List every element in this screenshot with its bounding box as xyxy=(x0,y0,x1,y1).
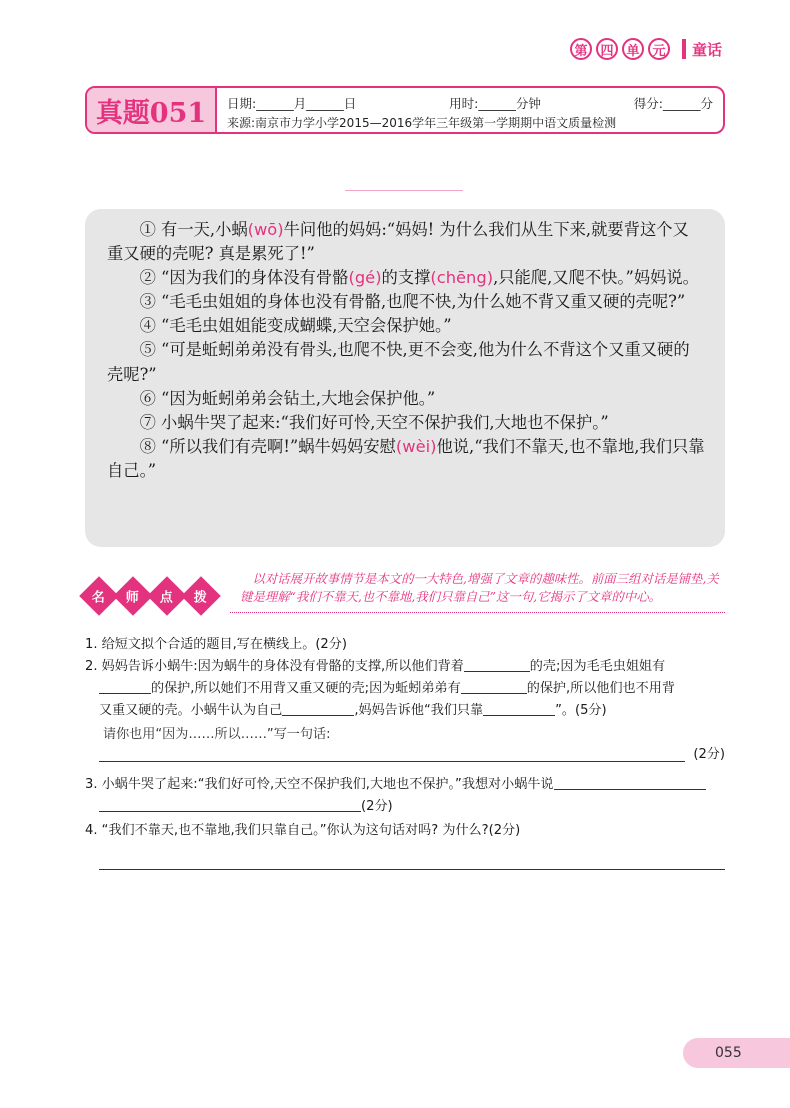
pinyin-wo: (wō) xyxy=(247,220,284,239)
unit-char-1: 第 xyxy=(570,38,592,60)
questions xyxy=(85,634,725,876)
unit-char-2: 四 xyxy=(596,38,618,60)
answer-blank[interactable] xyxy=(461,680,527,694)
score-field: 得分:______分 xyxy=(633,96,713,111)
tips-char-1: 名 xyxy=(79,576,119,616)
reading-passage xyxy=(85,209,725,547)
page-number: 055 xyxy=(683,1038,790,1068)
question-1: 1. 给短文拟个合适的题目,写在横线上。(2分) xyxy=(85,637,347,652)
question-2-score: (2分) xyxy=(693,747,725,762)
answer-blank[interactable] xyxy=(99,798,361,812)
paragraph-5: ⑤ “可是蚯蚓弟弟没有骨头,也爬不快,更不会变,他为什么不背这个又重又硬的壳呢?” xyxy=(107,340,690,384)
unit-header xyxy=(570,38,722,60)
tips-text: 以对话展开故事情节是本文的一大特色,增强了文章的趣味性。前面三组对话是铺垫,关键是理解“我们不靠天,也不靠地,我们只靠自己”这一句,它揭示了文章的中心。 xyxy=(240,571,719,604)
paragraph-7: ⑦ 小蜗牛哭了起来:“我们好可怜,天空不保护我们,大地也不保护。” xyxy=(139,412,609,432)
question-3: 3. 小蜗牛哭了起来:“我们好可怜,天空不保护我们,大地也不保护。”我想对小蜗牛说 xyxy=(85,774,725,796)
question-2-line-3: 又重又硬的壳。小蜗牛认为自己 ,妈妈告诉他“我们只靠 ”。(5分) xyxy=(99,703,607,718)
time-field: 用时:______分钟 xyxy=(449,96,541,111)
question-3-line-2: (2分) xyxy=(85,796,725,818)
unit-char-3: 单 xyxy=(622,38,644,60)
title-divider xyxy=(345,190,463,191)
paragraph-4: ④ “毛毛虫姐姐能变成蝴蝶,天空会保护她。” xyxy=(139,316,452,336)
tips-tag xyxy=(85,582,219,610)
paragraph-2: ② “因为我们的身体没有骨骼(gé)的支撑(chēng),只能爬,又爬不快。”妈妈说。 xyxy=(139,268,699,288)
question-2-line-2: 的保护,所以她们不用背又重又硬的壳;因为蚯蚓弟弟有 的保护,所以他们也不用背 xyxy=(85,678,725,700)
exam-source: 来源:南京市力学小学2015—2016学年三年级第一学期期中语文质量检测 xyxy=(227,116,617,130)
unit-divider xyxy=(682,39,686,59)
answer-blank[interactable] xyxy=(282,702,354,716)
paragraph-3: ③ “毛毛虫姐姐的身体也没有骨骼,也爬不快,为什么她不背又重又硬的壳呢?” xyxy=(139,292,686,312)
question-4: 4. “我们不靠天,也不靠地,我们只靠自己。”你认为这句话对吗? 为什么?(2分) xyxy=(85,823,521,838)
answer-blank[interactable] xyxy=(464,658,530,672)
tips-char-2: 师 xyxy=(113,576,153,616)
paragraph-6: ⑥ “因为蚯蚓弟弟会钻土,大地会保护他。” xyxy=(139,388,436,408)
exam-title-tag: 真题051 xyxy=(87,88,217,132)
date-field: 日期:______月______日 xyxy=(227,96,357,111)
unit-topic: 童话 xyxy=(691,40,722,59)
tips-char-3: 点 xyxy=(147,576,187,616)
exam-info xyxy=(217,88,723,132)
paragraph-8: ⑧ “所以我们有壳啊!”蜗牛妈妈安慰(wèi)他说,“我们不靠天,也不靠地,我们只靠自己。” xyxy=(107,436,705,480)
answer-blank[interactable] xyxy=(99,680,151,694)
tips-dotted-line xyxy=(230,612,725,613)
answer-blank[interactable] xyxy=(554,776,706,790)
paragraph-1: ① 有一天,小蜗(wō)牛问他的妈妈:“妈妈! 为什么我们从生下来,就要背这个又重又硬的壳呢? 真是累死了!” xyxy=(107,220,689,264)
exam-header-box xyxy=(85,86,725,134)
answer-blank[interactable] xyxy=(483,702,555,716)
teacher-tips xyxy=(85,570,725,618)
question-2: 2. 妈妈告诉小蜗牛:因为蜗牛的身体没有骨骼的支撑,所以他们背着 的壳;因为毛毛虫姐姐有 xyxy=(85,659,666,674)
pinyin-ge: (gé) xyxy=(348,268,382,288)
tips-char-4: 拨 xyxy=(181,576,221,616)
unit-char-4: 元 xyxy=(648,38,670,60)
question-2-answer[interactable] xyxy=(85,746,725,768)
question-2-sub: 请你也用“因为……所以……”写一句话: xyxy=(103,727,331,742)
question-4-answer[interactable] xyxy=(85,842,725,876)
pinyin-wei: (wèi) xyxy=(395,436,437,456)
pinyin-cheng: (chēng) xyxy=(430,268,494,288)
